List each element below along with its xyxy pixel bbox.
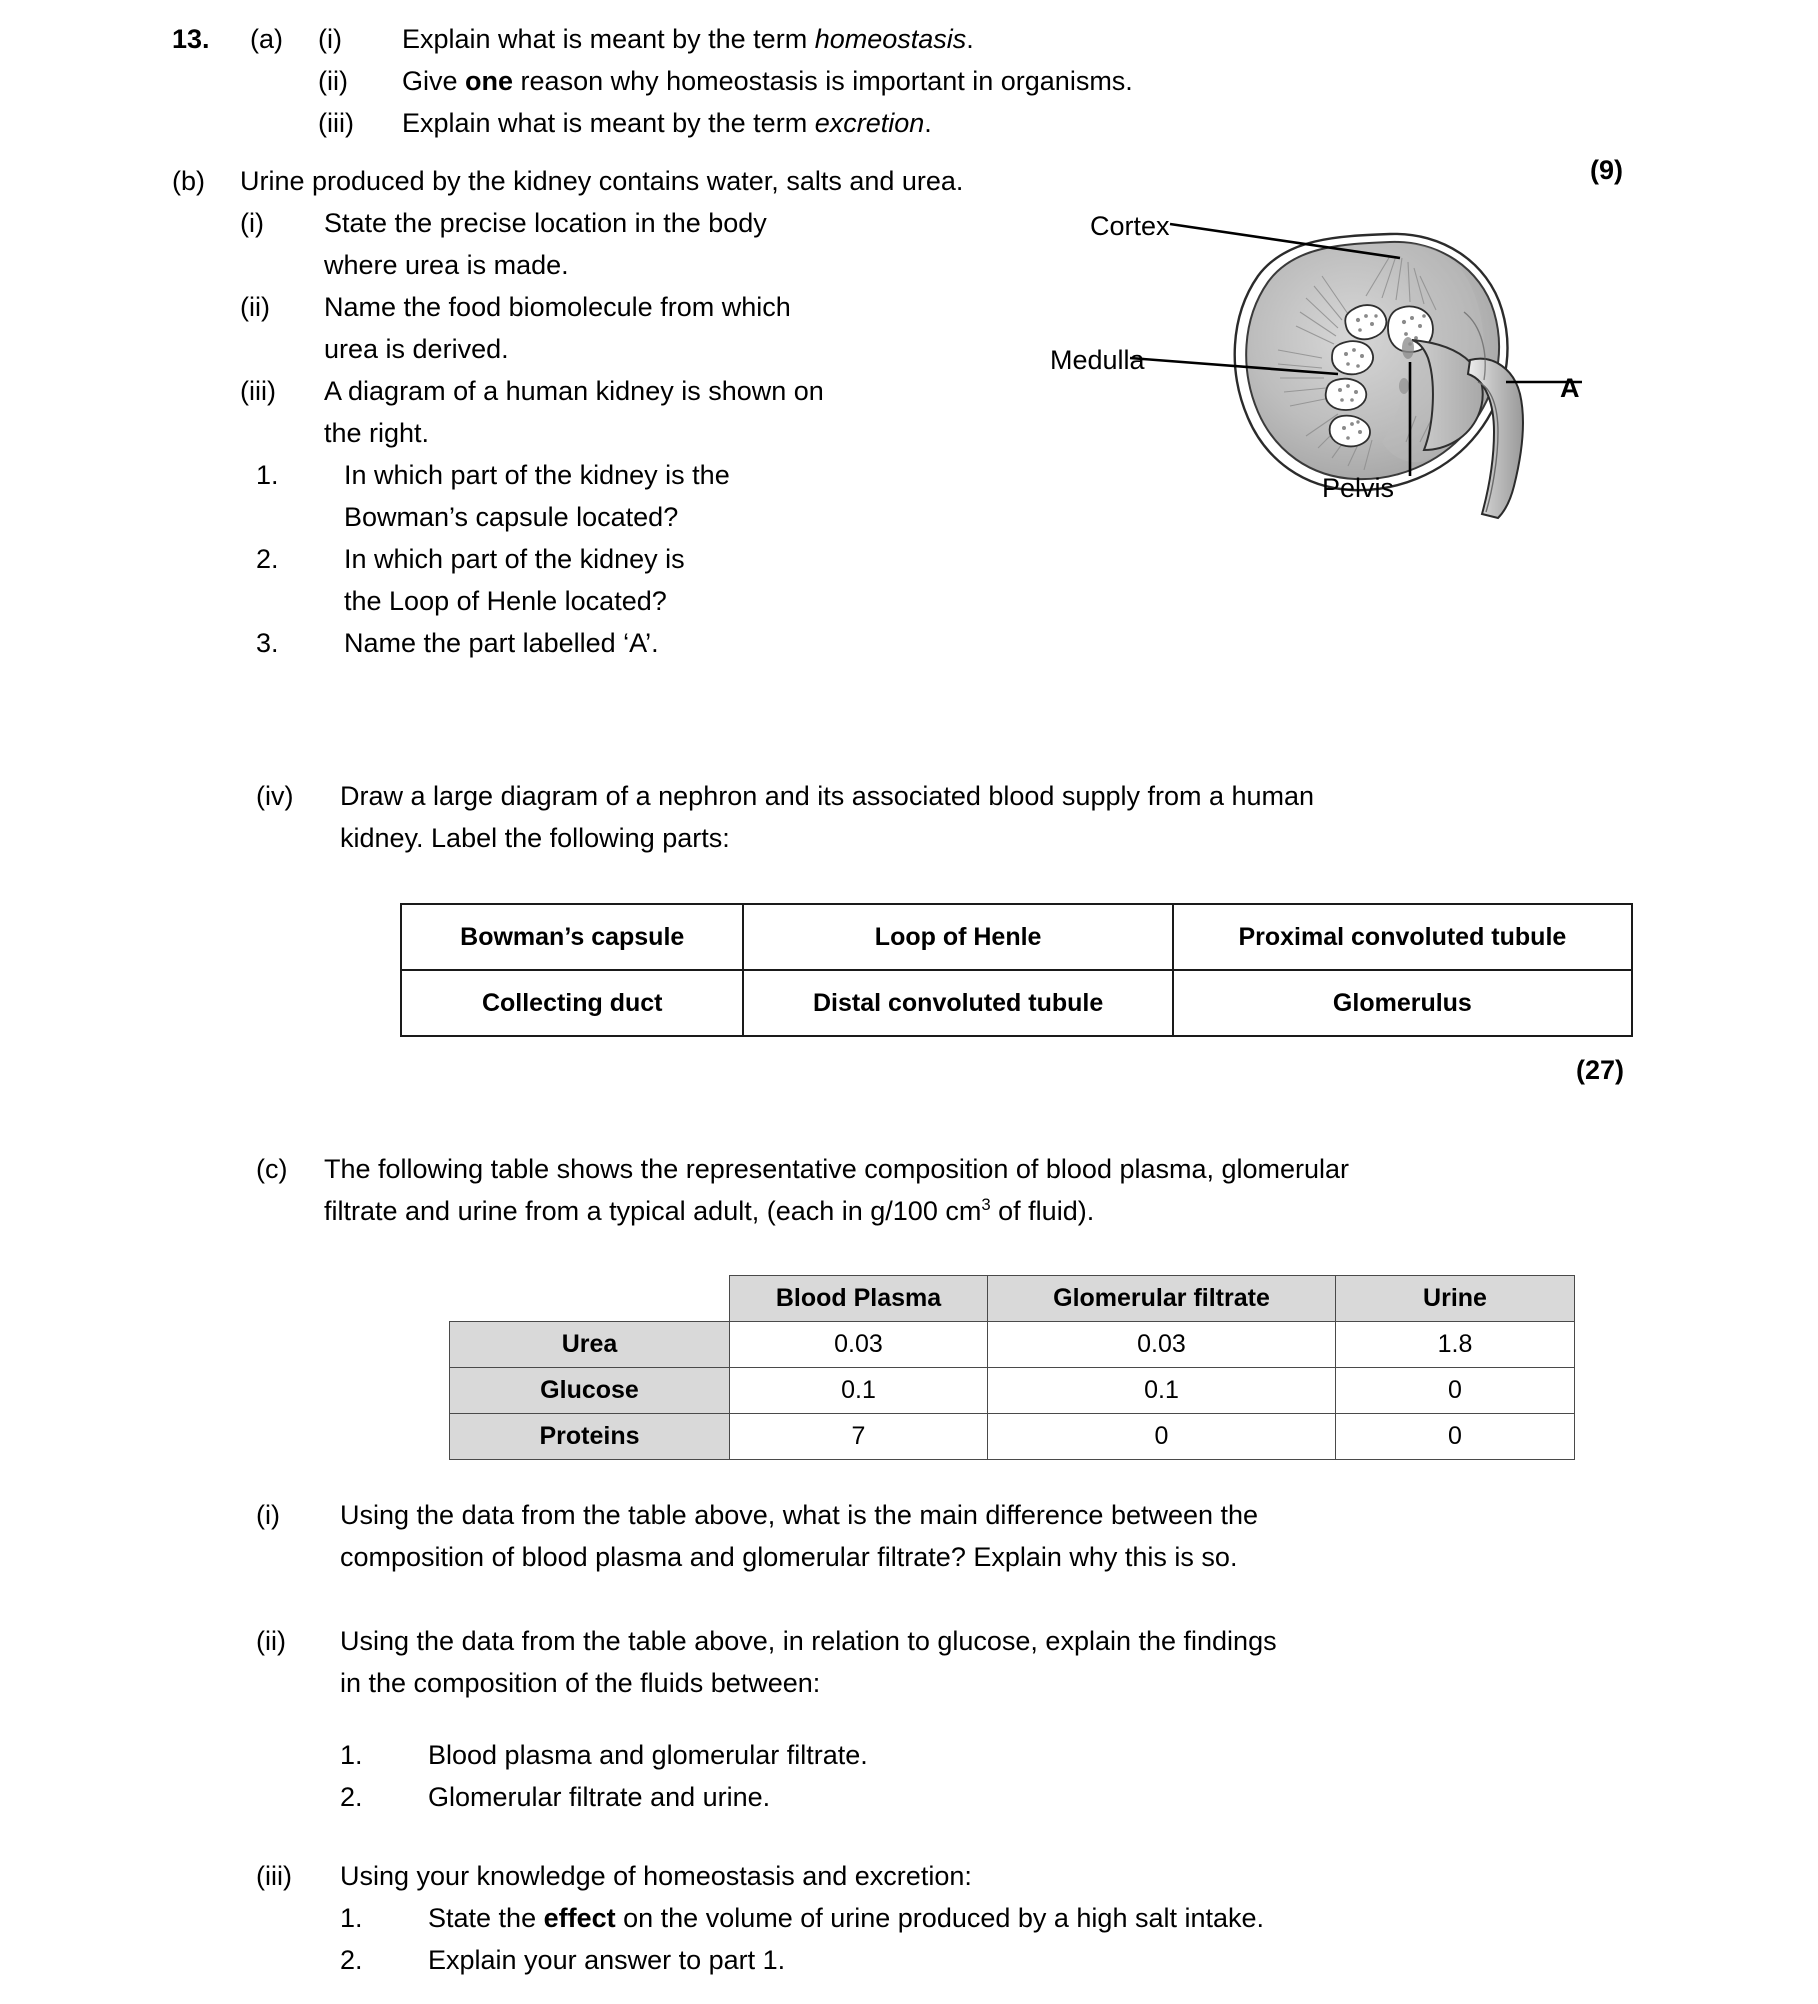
item-marker-a-i: (i): [318, 24, 342, 54]
a-i-text-before: Explain what is meant by the term: [402, 24, 815, 54]
item-text-b-iii: [324, 370, 824, 454]
table-row: [450, 1368, 1575, 1414]
comp-corner-cell: [450, 1276, 730, 1322]
table-header-row: [450, 1276, 1575, 1322]
c-intro-superscript: 3: [981, 1195, 991, 1214]
nephron-cell-0-2: Proximal convoluted tubule: [1173, 904, 1632, 970]
c-iii-1-bold: effect: [543, 1903, 616, 1933]
item-marker-b-iv: (iv): [256, 781, 294, 811]
item-text-b-ii: [324, 286, 791, 370]
comp-cell-urea-urine: 1.8: [1336, 1322, 1575, 1368]
part-b-intro-row: [172, 160, 1072, 202]
sub-text-b-3: [344, 622, 659, 664]
sub-text-c-iii-1: [428, 1897, 1264, 1939]
nephron-cell-0-1: Loop of Henle: [743, 904, 1172, 970]
comp-cell-glucose-glomerular-filtrate: 0.1: [988, 1368, 1336, 1414]
part-b-intro: Urine produced by the kidney contains water, salts and urea.: [240, 166, 964, 196]
b-iii-line-2: the right.: [324, 418, 430, 448]
part-c-intro: [324, 1148, 1349, 1232]
b-iv-row: [256, 775, 1656, 859]
table-row: [401, 904, 1632, 970]
c-ii-sub-2: [340, 1776, 1676, 1818]
b-sub2-line-2: the Loop of Henle located?: [344, 586, 667, 616]
sub-marker-c-iii-1: 1.: [340, 1903, 363, 1933]
question-a-item-i: [172, 18, 1652, 60]
b-ii-line-1: Name the food biomolecule from which: [324, 292, 791, 322]
question-a-item-ii: [172, 60, 1652, 102]
c-intro-2b: of fluid).: [990, 1196, 1095, 1226]
c-ii-row: [256, 1620, 1676, 1704]
item-text-c-ii: [340, 1620, 1277, 1704]
question-part-b: [172, 160, 1072, 664]
sub-text-c-ii-1: Blood plasma and glomerular filtrate.: [428, 1740, 868, 1770]
question-c-item-iii: [256, 1855, 1676, 1981]
sub-marker-b-1: 1.: [256, 460, 279, 490]
item-marker-a-iii: (iii): [318, 108, 354, 138]
b-iv-line-1: Draw a large diagram of a nephron and its associated blood supply from a human: [340, 781, 1315, 811]
sub-marker-c-ii-1: 1.: [340, 1740, 363, 1770]
sub-text-c-iii-2: Explain your answer to part 1.: [428, 1945, 786, 1975]
composition-table: [449, 1275, 1575, 1460]
a-ii-bold: one: [465, 66, 514, 96]
table-row: [450, 1322, 1575, 1368]
part-c-intro-row: [256, 1148, 1656, 1232]
kidney-label-pelvis: Pelvis: [1322, 473, 1395, 503]
kidney-diagram-figure: [1050, 192, 1690, 522]
comp-cell-proteins-glomerular-filtrate: 0: [988, 1414, 1336, 1460]
sub-marker-c-ii-2: 2.: [340, 1782, 363, 1812]
a-ii-text-before: Give: [402, 66, 466, 96]
item-marker-c-i: (i): [256, 1500, 280, 1530]
comp-cell-proteins-urine: 0: [1336, 1414, 1575, 1460]
nephron-cell-0-0: Bowman’s capsule: [401, 904, 743, 970]
nephron-cell-1-0: Collecting duct: [401, 970, 743, 1036]
c-ii-sub-1: [340, 1734, 1676, 1776]
sub-marker-c-iii-2: 2.: [340, 1945, 363, 1975]
item-text-a-iii: [402, 102, 932, 144]
comp-cell-urea-glomerular-filtrate: 0.03: [988, 1322, 1336, 1368]
c-i-row: [256, 1494, 1676, 1578]
comp-cell-proteins-blood-plasma: 7: [730, 1414, 988, 1460]
comp-col-header-urine: Urine: [1336, 1276, 1575, 1322]
b-ii-line-2: urea is derived.: [324, 334, 509, 364]
part-letter-c: (c): [256, 1154, 288, 1184]
part-letter-a: (a): [250, 24, 283, 54]
question-b-item-ii: [172, 286, 1072, 370]
sub-text-c-ii-2: Glomerular filtrate and urine.: [428, 1782, 771, 1812]
c-ii-line-1: Using the data from the table above, in relation to glucose, explain the findings: [340, 1626, 1277, 1656]
b-iii-sub-3: [256, 622, 1072, 664]
question-c-item-i: [256, 1494, 1676, 1578]
b-iii-sub-1: [256, 454, 1072, 538]
comp-row-label-proteins: Proteins: [450, 1414, 730, 1460]
c-iii-1-before: State the: [428, 1903, 544, 1933]
item-marker-c-iii: (iii): [256, 1861, 292, 1891]
item-text-c-i: [340, 1494, 1258, 1578]
item-text-a-ii: [402, 60, 1133, 102]
question-number: 13.: [172, 24, 210, 54]
comp-col-header-blood-plasma: Blood Plasma: [730, 1276, 988, 1322]
question-b-item-iii: [172, 370, 1072, 454]
c-ii-gap: [256, 1704, 1676, 1734]
a-iii-text-before: Explain what is meant by the term: [402, 108, 815, 138]
item-text-b-i: [324, 202, 767, 286]
a-iii-italic: excretion: [814, 108, 925, 138]
b-i-line-2: where urea is made.: [324, 250, 569, 280]
nephron-cell-1-1: Distal convoluted tubule: [743, 970, 1172, 1036]
b-sub3-line-1: Name the part labelled ‘A’.: [344, 628, 659, 658]
question-b-item-i: [172, 202, 1072, 286]
comp-col-header-glomerular-filtrate: Glomerular filtrate: [988, 1276, 1336, 1322]
b-iii-sub-2: [256, 538, 1072, 622]
c-ii-line-2: in the composition of the fluids between:: [340, 1668, 821, 1698]
question-a-item-iii: [172, 102, 1652, 144]
sub-marker-b-2: 2.: [256, 544, 279, 574]
item-text-b-iv: [340, 775, 1314, 859]
b-sub1-line-1: In which part of the kidney is the: [344, 460, 730, 490]
marks-part-b: (27): [1576, 1055, 1625, 1085]
item-text-c-iii: Using your knowledge of homeostasis and excretion:: [340, 1861, 972, 1891]
item-marker-b-ii: (ii): [240, 292, 270, 322]
table-row: [401, 970, 1632, 1036]
c-iii-1-after: on the volume of urine produced by a high salt intake.: [615, 1903, 1265, 1933]
table-row: [450, 1414, 1575, 1460]
item-marker-c-ii: (ii): [256, 1626, 286, 1656]
c-i-line-1: Using the data from the table above, what is the main difference between the: [340, 1500, 1259, 1530]
kidney-label-cortex: Cortex: [1090, 211, 1170, 241]
c-iii-sub-2: [340, 1939, 1676, 1981]
nephron-parts-table: [400, 903, 1633, 1037]
a-i-italic: homeostasis: [814, 24, 967, 54]
b-sub2-line-1: In which part of the kidney is: [344, 544, 685, 574]
a-iii-text-after: .: [924, 108, 932, 138]
b-sub1-line-2: Bowman’s capsule located?: [344, 502, 679, 532]
c-intro-line-2: [324, 1190, 1349, 1232]
question-b-iii-sublist: [256, 454, 1072, 664]
comp-cell-urea-blood-plasma: 0.03: [730, 1322, 988, 1368]
kidney-label-medulla: Medulla: [1050, 345, 1145, 375]
comp-cell-glucose-urine: 0: [1336, 1368, 1575, 1414]
c-i-line-2: composition of blood plasma and glomerular filtrate? Explain why this is so.: [340, 1542, 1238, 1572]
c-intro-line-1: The following table shows the representative composition of blood plasma, glomerular: [324, 1154, 1350, 1184]
b-iii-line-1: A diagram of a human kidney is shown on: [324, 376, 824, 406]
a-ii-text-after: reason why homeostasis is important in organisms.: [513, 66, 1133, 96]
b-i-line-1: State the precise location in the body: [324, 208, 767, 238]
question-c-item-ii: [256, 1620, 1676, 1818]
nephron-cell-1-2: Glomerulus: [1173, 970, 1632, 1036]
comp-row-label-urea: Urea: [450, 1322, 730, 1368]
comp-cell-glucose-blood-plasma: 0.1: [730, 1368, 988, 1414]
item-text-a-i: [402, 18, 974, 60]
c-iii-sub-1: [340, 1897, 1676, 1939]
sub-text-b-2: [344, 538, 685, 622]
comp-row-label-glucose: Glucose: [450, 1368, 730, 1414]
b-iv-line-2: kidney. Label the following parts:: [340, 823, 730, 853]
question-part-c: [256, 1148, 1656, 1232]
question-b-item-iv: [256, 775, 1656, 859]
sub-text-b-1: [344, 454, 730, 538]
part-letter-b: (b): [172, 166, 205, 196]
item-marker-b-iii: (iii): [240, 376, 276, 406]
question-part-a: [172, 18, 1652, 144]
item-marker-a-ii: (ii): [318, 66, 348, 96]
c-iii-row: [256, 1855, 1676, 1897]
c-intro-2a: filtrate and urine from a typical adult, (each in g/100 cm: [324, 1196, 982, 1226]
kidney-label-a: A: [1560, 373, 1580, 403]
sub-marker-b-3: 3.: [256, 628, 279, 658]
item-marker-b-i: (i): [240, 208, 264, 238]
a-i-text-after: .: [966, 24, 974, 54]
marks-part-a: (9): [1590, 155, 1623, 185]
